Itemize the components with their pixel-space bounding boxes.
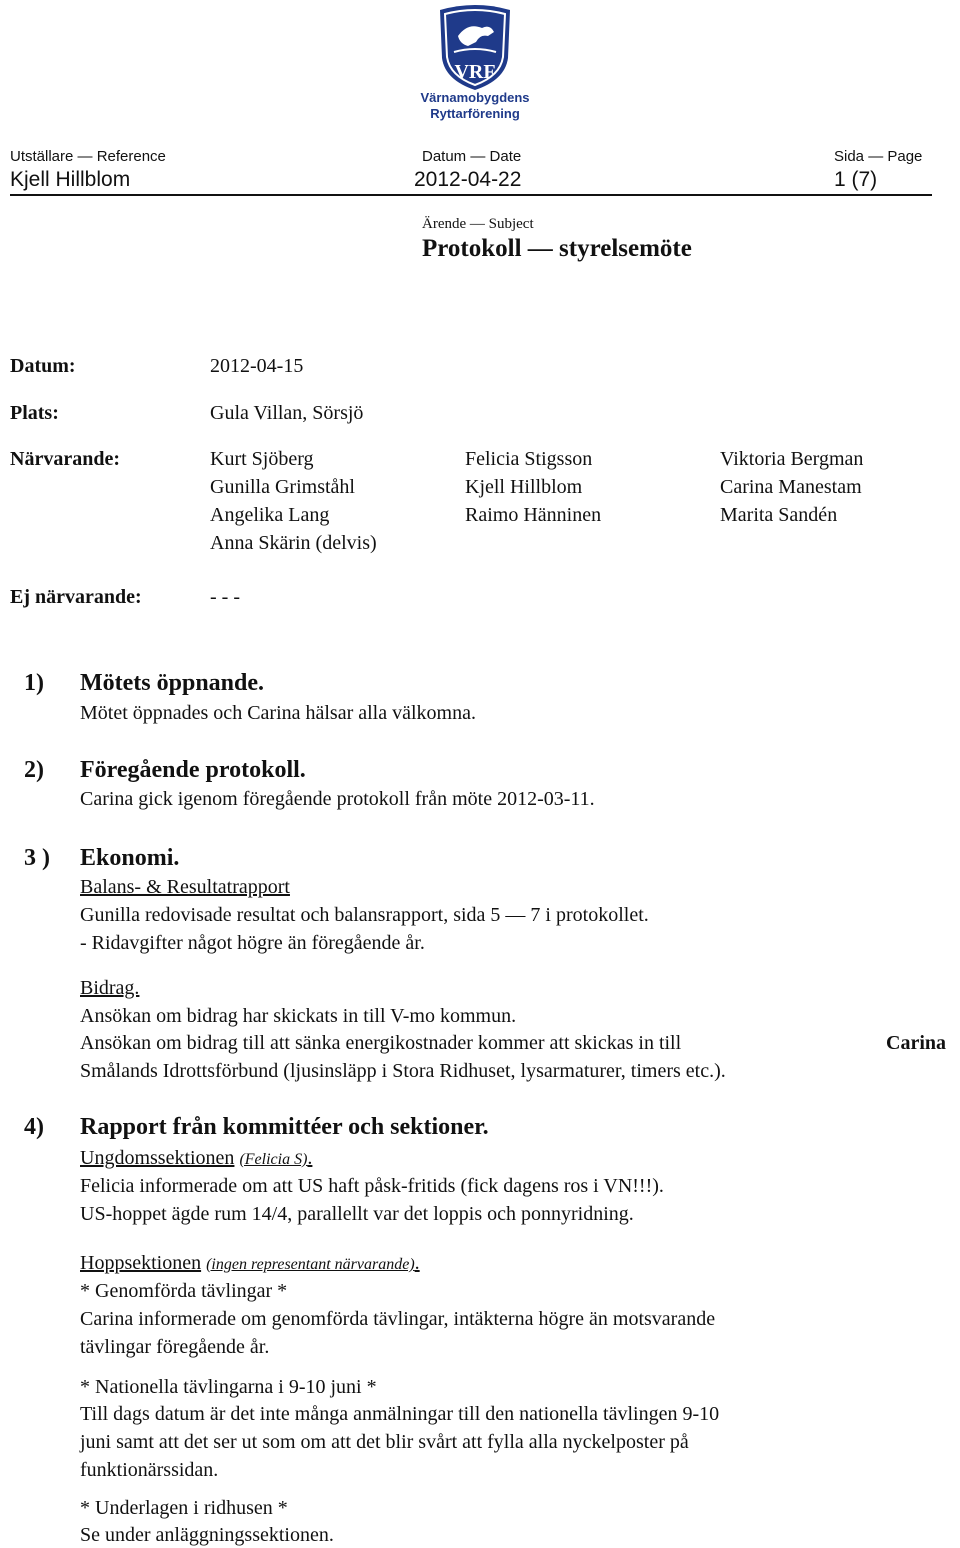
present-name: Carina Manestam [720, 476, 862, 498]
section-2-title: Föregående protokoll. [80, 757, 306, 783]
ungdom-note: (Felicia S) [239, 1151, 308, 1168]
meta-absent-value: - - - [210, 586, 240, 608]
subject-title: Protokoll — styrelsemöte [422, 235, 692, 262]
ungdom-text: US-hoppet ägde rum 14/4, parallellt var det loppis och ponnyridning. [80, 1203, 634, 1225]
present-name: Angelika Lang [210, 504, 330, 526]
section-3-text: - Ridavgifter något högre än föregående år. [80, 932, 425, 954]
ungdom-label: Ungdomssektionen [80, 1147, 235, 1169]
header-page-value: 1 (7) [834, 168, 878, 191]
header-page-label: Sida — Page [834, 148, 923, 165]
section-3-text: Ansökan om bidrag till att sänka energikostnader kommer att skickas in till [80, 1032, 682, 1054]
section-4-title: Rapport från kommittéer och sektioner. [80, 1114, 489, 1140]
meta-place-value: Gula Villan, Sörsjö [210, 402, 364, 424]
section-1-text: Mötet öppnades och Carina hälsar alla välkomna. [80, 702, 476, 724]
meta-date-label: Datum: [10, 355, 76, 377]
logo-subname: Ryttarförening [430, 106, 520, 121]
present-name: Felicia Stigsson [465, 448, 593, 470]
header-rule [10, 194, 932, 196]
section-3-subheading: Bidrag. [80, 977, 140, 999]
section-3-text: Ansökan om bidrag har skickats in till V-mo kommun. [80, 1005, 517, 1027]
header-date-value: 2012-04-22 [414, 168, 522, 191]
ungdom-text: Felicia informerade om att US haft påsk-fritids (fick dagens ros i VN!!!). [80, 1175, 664, 1197]
ungdom-heading: Ungdomssektionen (Felicia S). [80, 1147, 313, 1169]
section-3-subheading: Balans- & Resultatrapport [80, 876, 290, 898]
hopp-text: funktionärssidan. [80, 1459, 219, 1481]
section-2-text: Carina gick igenom föregående protokoll från möte 2012-03-11. [80, 788, 595, 810]
svg-text:VRF: VRF [454, 61, 496, 83]
responsible-person: Carina [886, 1032, 946, 1054]
hopp-text: tävlingar föregående år. [80, 1336, 270, 1358]
section-2-number: 2) [24, 757, 44, 783]
present-name: Raimo Hänninen [465, 504, 602, 526]
hopp-text: juni samt att det ser ut som om att det blir svårt att fylla alla nyckelposter på [80, 1431, 689, 1453]
hopp-heading: Hoppsektionen (ingen representant närvarande). [80, 1252, 420, 1274]
logo-name: Värnamobygdens [420, 90, 530, 105]
header-ref-label: Utställare — Reference [10, 148, 166, 165]
header-date-label: Datum — Date [422, 148, 522, 165]
hopp-subheading: * Underlagen i ridhusen * [80, 1497, 288, 1519]
hopp-subheading: * Nationella tävlingarna i 9-10 juni * [80, 1376, 377, 1398]
present-name: Kurt Sjöberg [210, 448, 314, 470]
section-4-number: 4) [24, 1114, 44, 1140]
present-name: Viktoria Bergman [720, 448, 864, 470]
hopp-note: (ingen representant närvarande) [206, 1256, 415, 1273]
club-seal-icon [410, 2, 540, 94]
meta-absent-label: Ej närvarande: [10, 586, 142, 608]
header-ref-value: Kjell Hillblom [10, 168, 131, 191]
meta-place-label: Plats: [10, 402, 59, 424]
subject-label: Ärende — Subject [422, 216, 534, 232]
hopp-label: Hoppsektionen [80, 1252, 202, 1274]
hopp-text: Se under anläggningssektionen. [80, 1524, 334, 1546]
section-1-number: 1) [24, 670, 44, 696]
section-1-title: Mötets öppnande. [80, 670, 265, 696]
club-logo [410, 2, 540, 120]
hopp-subheading: * Genomförda tävlingar * [80, 1280, 288, 1302]
section-3-text: Smålands Idrottsförbund (ljusinsläpp i Stora Ridhuset, lysarmaturer, timers etc.). [80, 1060, 726, 1082]
hopp-text: Carina informerade om genomförda tävlingar, intäkterna högre än motsvarande [80, 1308, 716, 1330]
present-name: Anna Skärin (delvis) [210, 532, 377, 554]
meta-date-value: 2012-04-15 [210, 355, 304, 377]
meta-present-label: Närvarande: [10, 448, 120, 470]
present-name: Kjell Hillblom [465, 476, 583, 498]
present-name: Gunilla Grimståhl [210, 476, 355, 498]
section-3-number: 3 ) [24, 845, 50, 871]
hopp-text: Till dags datum är det inte många anmälningar till den nationella tävlingen 9-10 [80, 1403, 720, 1425]
section-3-title: Ekonomi. [80, 845, 180, 871]
present-name: Marita Sandén [720, 504, 838, 526]
section-3-text: Gunilla redovisade resultat och balansrapport, sida 5 — 7 i protokollet. [80, 904, 649, 926]
